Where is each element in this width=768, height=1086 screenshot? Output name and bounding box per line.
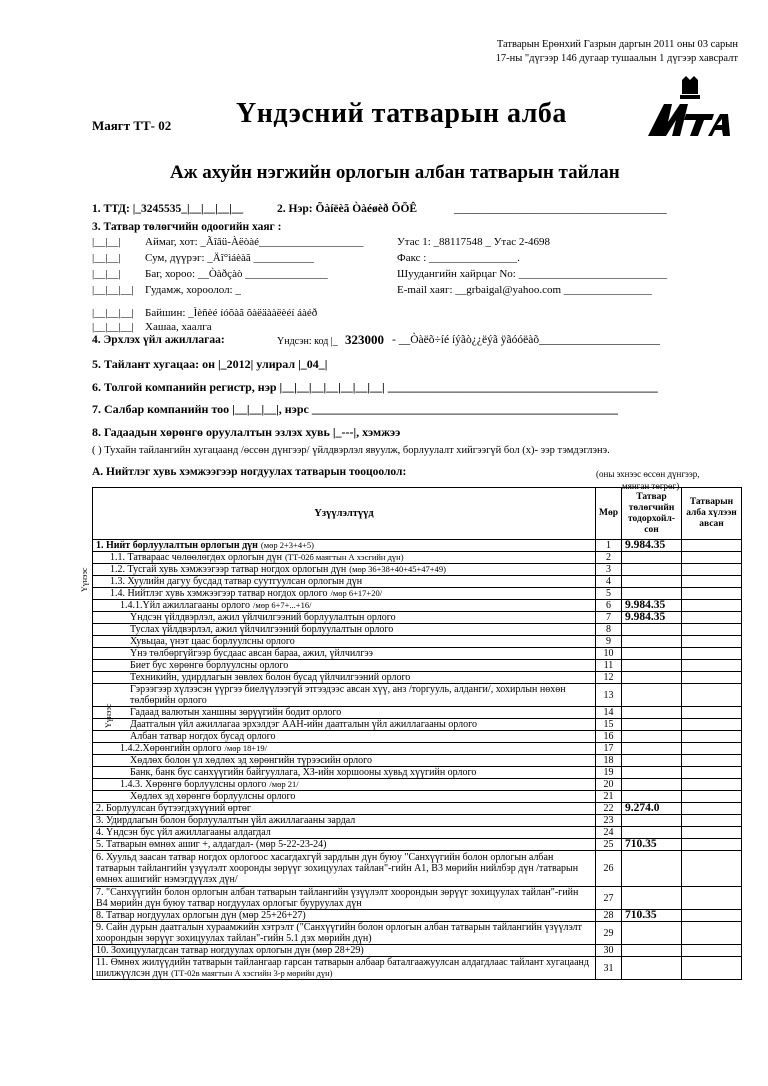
row-number: 1 — [596, 540, 622, 552]
row-label-text: Туслах үйлдвэрлэл, ажил үйлчилгээний борлуулалтын орлого — [130, 624, 394, 635]
office-value-cell[interactable] — [682, 684, 742, 707]
address-row-4 — [92, 284, 742, 299]
office-value-cell[interactable] — [682, 755, 742, 767]
taxpayer-value-cell[interactable] — [622, 588, 682, 600]
row-note: (ТТ-02в маягтын А хэсгийн 3-р мөрийн дүн) — [171, 968, 333, 978]
row-label — [93, 957, 596, 980]
table-row — [93, 707, 742, 719]
table-row — [93, 945, 742, 957]
row-label — [93, 945, 596, 957]
row-label — [93, 731, 596, 743]
taxpayer-value-cell[interactable] — [622, 945, 682, 957]
table-row — [93, 588, 742, 600]
activity-code[interactable]: 323000 — [345, 332, 384, 347]
taxpayer-value-cell[interactable] — [622, 887, 682, 910]
row-label — [93, 624, 596, 636]
taxpayer-value-cell[interactable] — [622, 755, 682, 767]
office-value-cell[interactable] — [682, 945, 742, 957]
taxpayer-value-cell[interactable] — [622, 851, 682, 887]
office-value-cell[interactable] — [682, 672, 742, 684]
table-row — [93, 564, 742, 576]
code-boxes[interactable]: |__|__| — [92, 252, 121, 264]
row-number: 3 — [596, 564, 622, 576]
row-label — [93, 779, 596, 791]
row-label — [93, 672, 596, 684]
row-label — [93, 815, 596, 827]
table-row — [93, 957, 742, 980]
taxpayer-value-cell[interactable] — [622, 922, 682, 945]
row-label-text: Биет бус хөрөнгө борлуулсны орлого — [130, 660, 289, 671]
table-row — [93, 791, 742, 803]
row-label — [93, 803, 596, 815]
row-number: 16 — [596, 731, 622, 743]
office-value-cell[interactable] — [682, 922, 742, 945]
taxpayer-value-cell[interactable] — [622, 576, 682, 588]
taxpayer-value-cell[interactable] — [622, 767, 682, 779]
taxpayer-value-cell[interactable]: 710.35 — [622, 839, 682, 851]
row-number: 11 — [596, 660, 622, 672]
row-label-text: 9. Сайн дурын даатгалын хураамжийн хэтрэлт ("Санхүүгийн болон орлогын албан татварын тайлангийн үзүүлэлт хоорондын зөрүүг зохицуулах тайлан"-гийн 5.1 дэх мөрийн дүн) — [96, 922, 582, 944]
office-value-cell[interactable] — [682, 827, 742, 839]
office-value-cell[interactable] — [682, 636, 742, 648]
row-number: 7 — [596, 612, 622, 624]
office-value-cell[interactable] — [682, 779, 742, 791]
side-label-1: Үүнээс — [80, 567, 89, 592]
taxpayer-value-cell[interactable] — [622, 957, 682, 980]
activity-row — [92, 334, 742, 346]
row-number: 29 — [596, 922, 622, 945]
activity-code-prefix: Үндсэн: код |_ — [277, 336, 338, 347]
table-row — [93, 672, 742, 684]
row-number: 23 — [596, 815, 622, 827]
row-note: /мөр 6+17+20/ — [330, 588, 383, 598]
taxpayer-value-cell[interactable] — [622, 791, 682, 803]
table-row — [93, 851, 742, 887]
yard-field[interactable]: Хашаа, хаалга — [145, 321, 212, 333]
table-row — [93, 660, 742, 672]
address-row-5 — [92, 307, 742, 322]
report-title: Аж ахуйн нэгжийн орлогын албан татварын тайлан — [170, 162, 620, 183]
row-label-text: 1.4.2.Хөрөнгийн орлого — [120, 743, 222, 754]
row-label — [93, 600, 596, 612]
row-label-text: Даатгалын үйл ажиллагаа эрхэлдэг ААН-ийн даатгалын үйл ажиллагааны орлого — [130, 719, 477, 730]
office-value-cell[interactable] — [682, 851, 742, 887]
side-label-2: Үүнээс — [104, 703, 113, 728]
row-label — [93, 636, 596, 648]
bag-field[interactable]: Баг, хороо: __Òàðçàò _______________ — [145, 268, 328, 280]
office-value-cell[interactable] — [682, 839, 742, 851]
row-number: 4 — [596, 576, 622, 588]
office-value-cell[interactable] — [682, 910, 742, 922]
table-row — [93, 719, 742, 731]
foreign-investment-field[interactable]: 8. Гадаадын хөрөнгө оруулалтын эзлэх хувь |_---|, хэмжээ — [92, 425, 401, 439]
row-note: /мөр 21/ — [269, 779, 299, 789]
row-label-text: Техникийн, удирдлагын зөвлөх болон бусад үйлчилгээний орлого — [130, 672, 411, 683]
table-row — [93, 552, 742, 564]
taxpayer-value-cell[interactable] — [622, 648, 682, 660]
row-label — [93, 922, 596, 945]
table-row — [93, 755, 742, 767]
period-field[interactable]: 5. Тайлант хугацаа: он |_2012| улирал |_04_| — [92, 357, 328, 371]
activity-name[interactable]: - __Òàëõ÷íé íýãò¿¿ëýã ÿãóóëàõ_____________________ — [392, 334, 660, 346]
table-row — [93, 624, 742, 636]
office-value-cell[interactable] — [682, 719, 742, 731]
unit-note-line1: (оны эхнээс өссөн дүнгээр, — [596, 469, 700, 479]
row-label-text: Банк, банк бус санхүүгийн байгууллага, ХЗ-ийн хоршооны хувьд хүүгийн орлого — [130, 767, 477, 778]
table-row — [93, 910, 742, 922]
row-number: 12 — [596, 672, 622, 684]
row-label-text: Гэрээгээр хүлээсэн үүргээ биелүүлээгүй этгээдээс авсан хүү, анз /торгууль, алданги/, хохирлын нөхөн төлбөрийн орлого — [130, 684, 566, 706]
row-label-text: 2. Борлуулсан бүтээгдэхүүний өртөг — [96, 803, 252, 814]
row-label-text: 1.3. Хуулийн дагуу бусдад татвар суутгуулсан орлогын дүн — [110, 576, 363, 587]
table-row — [93, 803, 742, 815]
row-label-text: Гадаад валютын ханшны зөрүүгийн бодит орлого — [130, 707, 342, 718]
row-number: 25 — [596, 839, 622, 851]
pobox-field[interactable]: Шуудангийн хайрцаг No: ___________________________ — [397, 268, 668, 280]
office-value-cell[interactable] — [682, 576, 742, 588]
row-number: 6 — [596, 600, 622, 612]
office-value-cell[interactable] — [682, 791, 742, 803]
row-number: 26 — [596, 851, 622, 887]
code-boxes[interactable]: |__|__| — [92, 268, 121, 280]
row-label-text: Хөдлөх болон үл хөдлөх эд хөрөнгийн түрээсийн орлого — [130, 755, 372, 766]
office-value-cell[interactable] — [682, 743, 742, 755]
building-field[interactable]: Байшин: _Ìèñèé íóõàã õàëäààëèéí áàéð — [145, 307, 318, 319]
taxpayer-value-cell[interactable] — [622, 707, 682, 719]
field-row-1 — [92, 203, 742, 215]
taxpayer-value-cell[interactable] — [622, 684, 682, 707]
row-note: (мөр 2+3+4+5) — [260, 540, 314, 550]
table-row — [93, 922, 742, 945]
table-row — [93, 887, 742, 910]
row-label-text: 5. Татварын өмнөх ашиг +, алдагдал- (мөр 5-22-23-24) — [96, 839, 327, 850]
name-field[interactable]: 2. Нэр: Õàíëèã Òàéøèð ÕÕÊ — [277, 203, 418, 215]
row-number: 14 — [596, 707, 622, 719]
office-value-cell[interactable] — [682, 540, 742, 552]
row-label — [93, 540, 596, 552]
table-row — [93, 600, 742, 612]
office-value-cell[interactable] — [682, 660, 742, 672]
form-code: Маягт ТТ- 02 — [92, 118, 172, 133]
taxpayer-value-cell[interactable] — [622, 552, 682, 564]
row-number: 30 — [596, 945, 622, 957]
table-row — [93, 839, 742, 851]
office-value-cell[interactable] — [682, 957, 742, 980]
taxpayer-value-cell[interactable]: 710.35 — [622, 910, 682, 922]
address-row-1 — [92, 236, 742, 251]
taxpayer-value-cell[interactable]: 9.274.0 — [622, 803, 682, 815]
table-row — [93, 540, 742, 552]
activity-label: 4. Эрхлэх үйл ажиллагаа: — [92, 334, 225, 346]
tax-id-field[interactable]: 1. ТТД: |_3245535_|__|__|__|__ — [92, 203, 244, 215]
row-label-text: 7. "Санхүүгийн болон орлогын албан татварын тайлангийн үзүүлэлт хоорондын зөрүүг зохицуулах тайлан"-гийн В4 мөрийн дүн буюу татвар ногдуулах орлогыг бууруулах дүн — [96, 887, 579, 909]
row-label-text: Үндсэн үйлдвэрлэл, ажил үйлчилгээний борлуулалтын орлого — [130, 612, 396, 623]
row-label — [93, 648, 596, 660]
taxpayer-value-cell[interactable] — [622, 779, 682, 791]
row-label — [93, 552, 596, 564]
row-label-text: 6. Хуульд заасан татвар ногдох орлогоос хасагдахгүй зардлын дүн буюу "Санхүүгийн болон орлогын албан татварын тайлангийн үзүүлэлт хооронды зөрүүг зохицуулах тайлан"-гийн А1, В3 мөрийн нийлбэр дүн /татварын өмнөх ашигийг нэмэгдүүлэх дүн/ — [96, 852, 579, 885]
row-label — [93, 743, 596, 755]
row-number: 17 — [596, 743, 622, 755]
row-label — [93, 887, 596, 910]
taxpayer-value-cell[interactable] — [622, 827, 682, 839]
taxpayer-value-cell[interactable] — [622, 636, 682, 648]
no-activity-note[interactable]: ( ) Тухайн тайлангийн хугацаанд /өссөн дүнгээр/ үйлдвэрлэл явуулж, борлуулалт хийгээгүй бол (х)- ээр тэмдэглэнэ. — [92, 445, 610, 456]
row-number: 10 — [596, 648, 622, 660]
office-value-cell[interactable] — [682, 707, 742, 719]
table-row — [93, 743, 742, 755]
branch-count-field[interactable]: 7. Салбар компанийн тоо |__|__|__|, нэрс ___________________________________________________ — [92, 402, 618, 416]
fax-field[interactable]: Факс : ________________. — [397, 252, 520, 264]
table-row — [93, 612, 742, 624]
table-row — [93, 684, 742, 707]
table-row — [93, 779, 742, 791]
office-value-cell[interactable] — [682, 887, 742, 910]
taxpayer-value-cell[interactable] — [622, 660, 682, 672]
office-value-cell[interactable] — [682, 803, 742, 815]
row-number: 2 — [596, 552, 622, 564]
row-number: 20 — [596, 779, 622, 791]
office-value-cell[interactable] — [682, 600, 742, 612]
name-underline: _____________________________________ — [454, 203, 667, 215]
row-number: 28 — [596, 910, 622, 922]
office-value-cell[interactable] — [682, 552, 742, 564]
row-label-text: 1.1. Татвараас чөлөөлөгдөх орлогын дүн — [110, 552, 282, 563]
table-row — [93, 827, 742, 839]
row-label — [93, 588, 596, 600]
row-label-text: Албан татвар ногдох бусад орлого — [130, 731, 276, 742]
row-label-text: 1. Нийт борлуулалтын орлогын дүн — [96, 540, 258, 551]
row-number: 13 — [596, 684, 622, 707]
taxpayer-value-cell[interactable]: 9.984.35 — [622, 540, 682, 552]
row-label — [93, 564, 596, 576]
street-field[interactable]: Гудамж, хороолол: _ — [145, 284, 241, 296]
row-label-text: Хувьцаа, үнэт цаас борлуулсны орлого — [130, 636, 295, 647]
table-header — [93, 488, 742, 540]
sum-field[interactable]: Сум, дүүрэг: _Äî°ìáèàã ___________ — [145, 252, 315, 264]
table-row — [93, 767, 742, 779]
code-boxes[interactable]: |__|__| — [92, 236, 121, 248]
office-value-cell[interactable] — [682, 648, 742, 660]
office-value-cell[interactable] — [682, 588, 742, 600]
row-label-text: 1.4.1.Үйл ажиллагааны орлого — [120, 600, 250, 611]
row-label — [93, 684, 596, 707]
row-label — [93, 839, 596, 851]
row-label — [93, 851, 596, 887]
row-label — [93, 791, 596, 803]
row-number: 5 — [596, 588, 622, 600]
taxpayer-value-cell[interactable] — [622, 731, 682, 743]
calculation-table — [92, 487, 742, 980]
row-note: (мөр 36+38+40+45+47+49) — [349, 564, 446, 574]
row-label-text: 1.4.3. Хөрөнгө борлуулсны орлого — [120, 779, 267, 790]
code-boxes[interactable]: |__|__|__| — [92, 307, 134, 319]
office-value-cell[interactable] — [682, 767, 742, 779]
taxpayer-value-cell[interactable] — [622, 719, 682, 731]
address-heading: 3. Татвар төлөгчийн одоогийн хаяг : — [92, 221, 282, 233]
agency-name: Үндэсний татварын алба — [236, 98, 567, 129]
office-value-cell[interactable] — [682, 612, 742, 624]
unit-note-line2: мянган төгрөг) — [622, 481, 680, 491]
decree-note — [458, 38, 738, 66]
row-label-text: 1.2. Тусгай хувь хэмжээгээр татвар ногдох орлогын дүн — [110, 564, 347, 575]
office-value-cell[interactable] — [682, 815, 742, 827]
row-label — [93, 576, 596, 588]
row-label-text: 4. Үндсэн бус үйл ажиллагааны алдагдал — [96, 827, 271, 838]
taxpayer-value-cell[interactable] — [622, 564, 682, 576]
header-taxpayer: Татвар төлөгчийн тодорхойл-сон — [622, 488, 682, 540]
row-label — [93, 755, 596, 767]
row-number: 8 — [596, 624, 622, 636]
decree-line1: Татварын Ерөнхий Газрын даргын 2011 оны 03 сарын — [496, 39, 738, 50]
table-row — [93, 576, 742, 588]
row-number: 22 — [596, 803, 622, 815]
row-note: (ТТ-02б маягтын А хэсгийн дүн) — [284, 552, 404, 562]
decree-line2: 17-ны "дүгээр 146 дугаар тушаалын 1 дүгээр хавсралт — [495, 53, 738, 64]
header-indicators: Үзүүлэлтүүд — [93, 488, 596, 540]
row-number: 15 — [596, 719, 622, 731]
office-value-cell[interactable] — [682, 731, 742, 743]
row-label — [93, 910, 596, 922]
address-row-2 — [92, 252, 742, 267]
aimag-field[interactable]: Аймаг, хот: _Ãîâü-Àëòàé___________________ — [145, 236, 364, 248]
row-note: /мөр 18+19/ — [224, 743, 267, 753]
row-label-text: 1.4. Нийтлэг хувь хэмжээгээр татвар ногдох орлого — [110, 588, 328, 599]
taxpayer-value-cell[interactable]: 9.984.35 — [622, 612, 682, 624]
row-label-text: 3. Удирдлагын болон борлуулалтын үйл ажиллагааны зардал — [96, 815, 356, 826]
address-row-3 — [92, 268, 742, 283]
header-row: Мөр — [596, 488, 622, 540]
row-label — [93, 707, 596, 719]
row-label-text: 8. Татвар ногдуулах орлогын дүн (мөр 25+26+27) — [96, 910, 306, 921]
row-note: /мөр 6+7+...+16/ — [252, 600, 312, 610]
phone-field[interactable]: Утас 1: _88117548 _ Утас 2-4698 — [397, 236, 551, 248]
row-number: 31 — [596, 957, 622, 980]
row-number: 9 — [596, 636, 622, 648]
parent-company-field[interactable]: 6. Толгой компанийн регистр, нэр |__|__|__|__|__|__|__| _____________________________________________ — [92, 380, 658, 394]
table-row — [93, 636, 742, 648]
row-label-text: Үнэ төлбөргүйгээр бусдаас авсан бараа, ажил, үйлчилгээ — [130, 648, 373, 659]
row-label-text: 11. Өмнөх жилүүдийн татварын тайлангаар гарсан татварын албаар баталгаажуулсан алдагдлаас тайлант хугацаанд шилжүүлсэн дүн — [96, 957, 589, 979]
code-boxes[interactable]: |__|__|__| — [92, 321, 134, 333]
email-field[interactable]: E-mail хаяг: __grbaigal@yahoo.com ________________ — [397, 284, 652, 296]
taxpayer-value-cell[interactable] — [622, 672, 682, 684]
taxpayer-value-cell[interactable] — [622, 624, 682, 636]
row-number: 24 — [596, 827, 622, 839]
table-row — [93, 648, 742, 660]
section-a-title: А. Нийтлэг хувь хэмжээгээр ногдуулах татварын тооцоолол: — [92, 466, 407, 478]
office-value-cell[interactable] — [682, 624, 742, 636]
row-label — [93, 767, 596, 779]
row-label — [93, 612, 596, 624]
row-number: 18 — [596, 755, 622, 767]
code-boxes[interactable]: |__|__|__| — [92, 284, 134, 296]
row-label-text: Хөдлөх эд хөрөнгө борлуулсны орлого — [130, 791, 296, 802]
row-label-text: 10. Зохицуулагдсан татвар ногдуулах орлогын дүн (мөр 28+29) — [96, 945, 364, 956]
row-label — [93, 719, 596, 731]
table-row — [93, 731, 742, 743]
row-number: 27 — [596, 887, 622, 910]
taxpayer-value-cell[interactable] — [622, 815, 682, 827]
taxpayer-value-cell[interactable]: 9.984.35 — [622, 600, 682, 612]
row-number: 21 — [596, 791, 622, 803]
row-label — [93, 827, 596, 839]
table-row — [93, 815, 742, 827]
taxpayer-value-cell[interactable] — [622, 743, 682, 755]
row-number: 19 — [596, 767, 622, 779]
row-label — [93, 660, 596, 672]
header-office: Татварын алба хүлээн авсан — [682, 488, 742, 540]
mta-logo-icon — [642, 74, 734, 142]
office-value-cell[interactable] — [682, 564, 742, 576]
